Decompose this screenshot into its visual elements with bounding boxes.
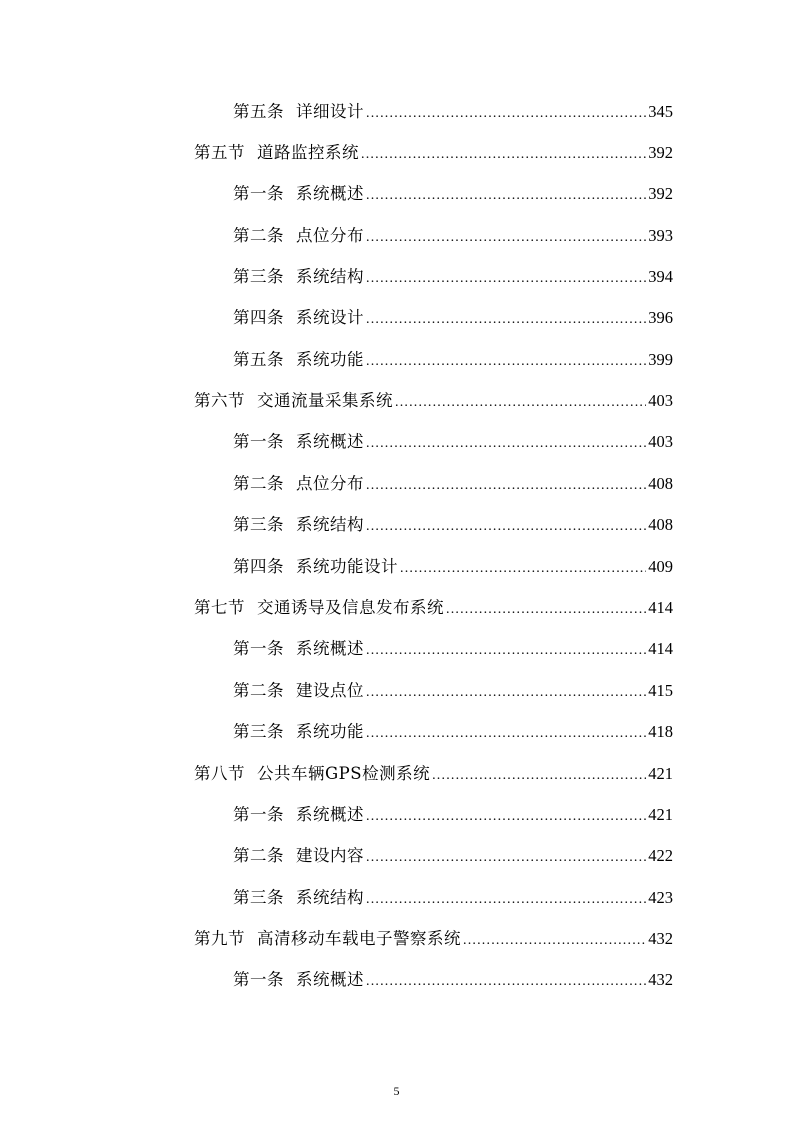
toc-dot-leader [366,643,646,659]
toc-dot-leader [366,436,646,452]
toc-entry-number: 第一条 [233,805,284,824]
toc-dot-leader [366,354,646,370]
toc-entry[interactable] [233,346,673,372]
toc-entry-title: 系统概述 [296,805,364,824]
toc-entry-title: 系统概述 [296,432,364,451]
toc-entry-number: 第八节 [194,764,245,783]
toc-entry[interactable] [194,594,673,620]
toc-dot-leader [395,395,646,411]
toc-entry-number: 第六节 [194,391,245,410]
toc-entry[interactable] [233,553,673,579]
toc-entry-title: 系统结构 [296,515,364,534]
toc-dot-leader [400,561,646,577]
toc-entry[interactable] [233,842,673,868]
toc-entry-page: 392 [648,143,673,162]
toc-entry[interactable] [233,98,673,124]
toc-entry[interactable] [233,884,673,910]
toc-entry-page: 409 [648,557,673,576]
toc-entry-number: 第一条 [233,970,284,989]
toc-entry-page: 396 [648,308,673,327]
toc-entry-page: 432 [648,929,673,948]
toc-entry[interactable] [233,801,673,827]
toc-entry[interactable] [233,966,673,992]
toc-entry-number: 第五条 [233,350,284,369]
toc-entry-page: 403 [648,432,673,451]
toc-dot-leader [446,602,646,618]
toc-dot-leader [366,519,646,535]
toc-entry[interactable] [194,925,673,951]
toc-entry-number: 第三条 [233,888,284,907]
toc-entry-number: 第二条 [233,226,284,245]
toc-dot-leader [361,147,646,163]
toc-dot-leader [366,188,646,204]
toc-entry-title: 交通诱导及信息发布系统 [257,598,444,617]
toc-entry-title: 系统概述 [296,970,364,989]
toc-entry-title: 点位分布 [296,474,364,493]
toc-dot-leader [366,726,646,742]
toc-entry-page: 421 [648,805,673,824]
toc-entry-title: 系统功能 [296,722,364,741]
toc-entry-title: 高清移动车载电子警察系统 [257,929,461,948]
toc-entry[interactable] [233,511,673,537]
toc-entry-page: 415 [648,681,673,700]
toc-entry-number: 第一条 [233,432,284,451]
toc-entry[interactable] [194,760,673,786]
toc-entry-page: 414 [648,598,673,617]
toc-entry-title: 系统功能设计 [296,557,398,576]
toc-entry-title: 建设内容 [296,846,364,865]
toc-entry-page: 418 [648,722,673,741]
toc-entry-number: 第三条 [233,267,284,286]
toc-entry[interactable] [233,635,673,661]
toc-entry-title: 系统设计 [296,308,364,327]
toc-entry-page: 414 [648,639,673,658]
toc-entry-number: 第一条 [233,639,284,658]
toc-entry-page: 421 [648,764,673,783]
toc-entry-page: 394 [648,267,673,286]
toc-entry-number: 第一条 [233,184,284,203]
toc-entry-title: 系统结构 [296,888,364,907]
toc-entry-number: 第二条 [233,681,284,700]
toc-entry[interactable] [233,222,673,248]
toc-entry[interactable] [194,139,673,165]
toc-entry[interactable] [233,470,673,496]
toc-entry-title: 道路监控系统 [257,143,359,162]
toc-dot-leader [366,892,646,908]
toc-entry-number: 第五节 [194,143,245,162]
toc-dot-leader [366,974,646,990]
toc-entry-title: 建设点位 [296,681,364,700]
toc-entry-number: 第二条 [233,846,284,865]
toc-entry[interactable] [233,718,673,744]
toc-dot-leader [463,933,646,949]
toc-entry-title: 系统功能 [296,350,364,369]
toc-entry-page: 399 [648,350,673,369]
toc-dot-leader [366,106,646,122]
toc-entry-title: 公共车辆GPS检测系统 [257,764,431,783]
toc-entry-title: 详细设计 [296,102,364,121]
toc-entry-page: 408 [648,515,673,534]
toc-entry-page: 423 [648,888,673,907]
toc-entry-title: 系统概述 [296,184,364,203]
toc-entry[interactable] [233,180,673,206]
toc-entry-page: 408 [648,474,673,493]
toc-dot-leader [366,230,646,246]
toc-dot-leader [366,850,646,866]
toc-entry[interactable] [233,263,673,289]
toc-dot-leader [432,768,646,784]
toc-entry[interactable] [194,387,673,413]
toc-entry-number: 第二条 [233,474,284,493]
toc-entry-page: 403 [648,391,673,410]
toc-dot-leader [366,312,646,328]
toc-entry-number: 第四条 [233,308,284,327]
toc-entry-page: 422 [648,846,673,865]
toc-entry-page: 393 [648,226,673,245]
toc-entry-number: 第三条 [233,515,284,534]
toc-dot-leader [366,809,646,825]
toc-entry-number: 第三条 [233,722,284,741]
toc-entry-title: 点位分布 [296,226,364,245]
toc-entry-title: 系统结构 [296,267,364,286]
toc-entry-number: 第四条 [233,557,284,576]
toc-entry-number: 第五条 [233,102,284,121]
toc-entry[interactable] [233,677,673,703]
toc-entry-page: 432 [648,970,673,989]
toc-entry-number: 第九节 [194,929,245,948]
toc-entry[interactable] [233,428,673,454]
toc-dot-leader [366,478,646,494]
page-number: 5 [393,1084,400,1098]
toc-entry-page: 345 [648,102,673,121]
toc-entry[interactable] [233,304,673,330]
toc-entry-page: 392 [648,184,673,203]
toc-dot-leader [366,685,646,701]
toc-entry-title: 系统概述 [296,639,364,658]
toc-entry-title: 交通流量采集系统 [257,391,393,410]
toc-dot-leader [366,271,646,287]
toc-entry-number: 第七节 [194,598,245,617]
